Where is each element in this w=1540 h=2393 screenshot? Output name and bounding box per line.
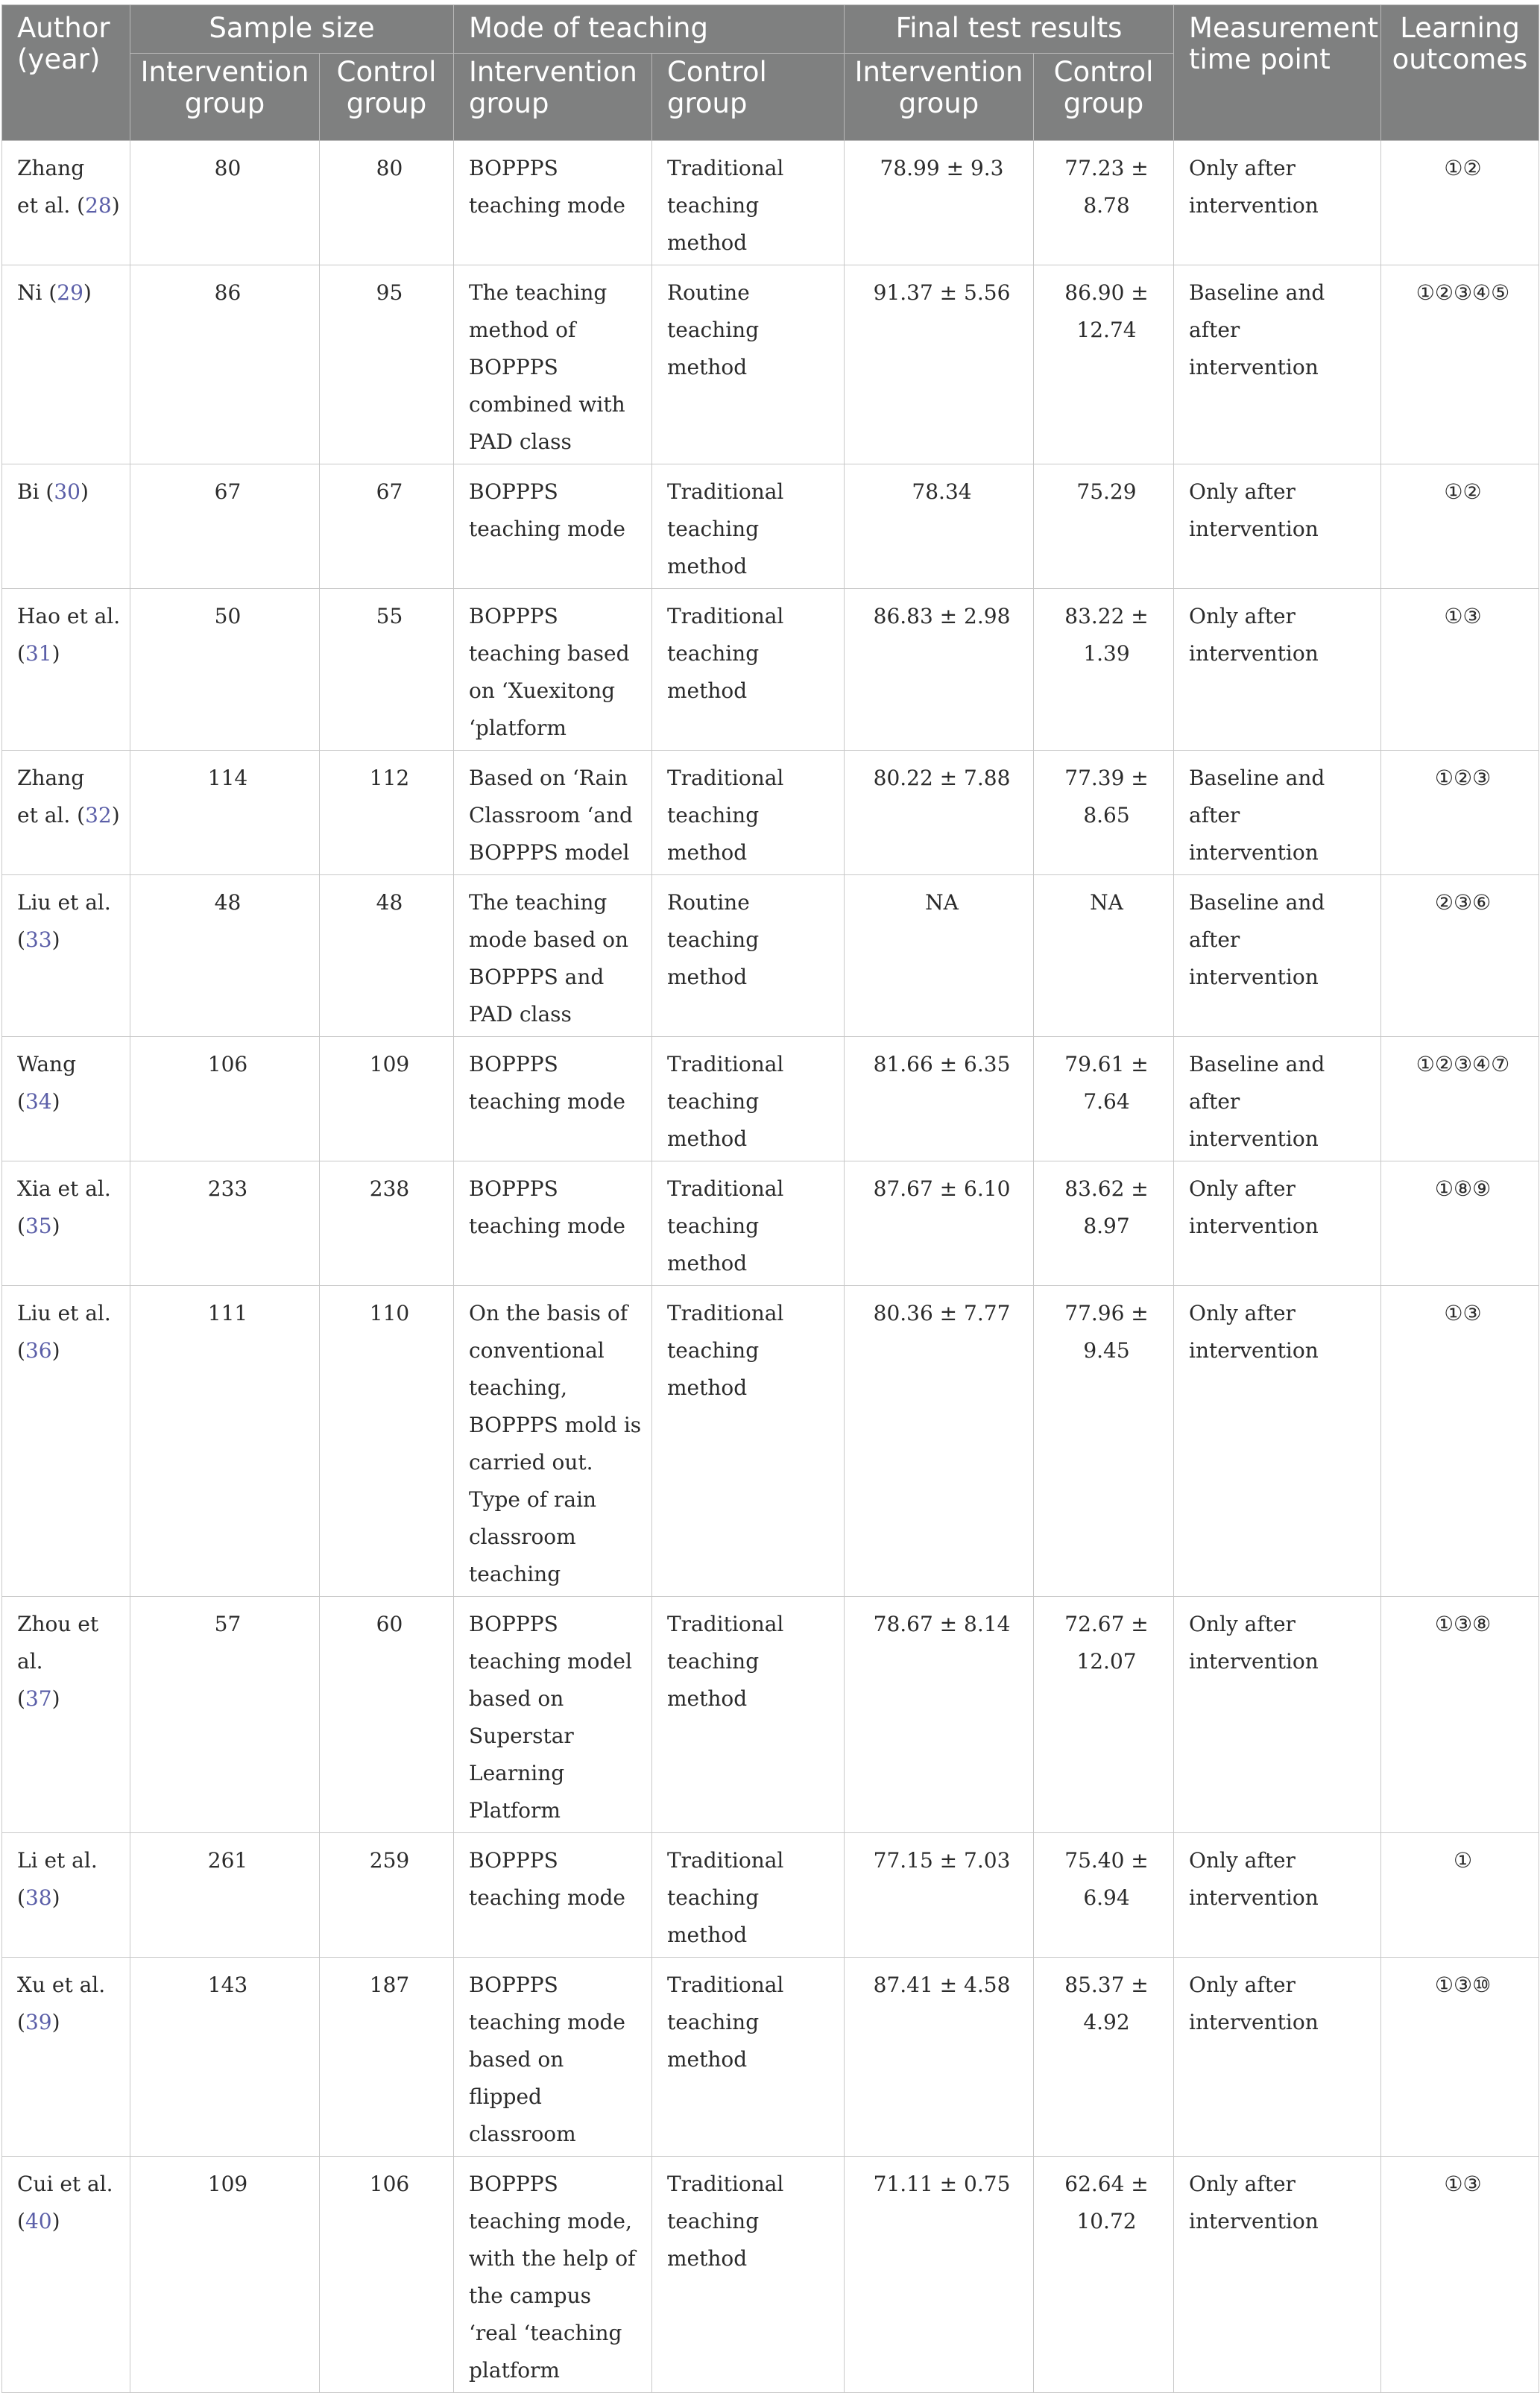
measurement-time-point: Baseline and after intervention [1174,751,1381,875]
author-name: Li et al. ( [17,1848,98,1910]
sample-control: 259 [320,1833,454,1958]
result-intervention: 80.36 ± 7.77 [845,1286,1034,1597]
result-control: 83.62 ± 8.97 [1034,1161,1174,1286]
mode-intervention: The teaching method of BOPPPS combined with PAD class [454,265,652,464]
result-control: 75.40 ± 6.94 [1034,1833,1174,1958]
mode-intervention: The teaching mode based on BOPPPS and PAD class [454,875,652,1037]
learning-outcomes: ②③⑥ [1381,875,1539,1037]
reference-link[interactable]: 31 [25,641,52,666]
sample-control: 238 [320,1161,454,1286]
result-intervention: 91.37 ± 5.56 [845,265,1034,464]
reference-link[interactable]: 39 [25,2010,52,2034]
learning-outcomes: ①②③④⑦ [1381,1037,1539,1161]
author-cell: Zhang et al. (28) [2,141,130,265]
reference-link[interactable]: 34 [25,1089,52,1114]
header-result-control: Control group [1034,54,1174,141]
table-row [2,141,1539,265]
header-author: Author (year) [2,5,130,141]
reference-link[interactable]: 37 [25,1686,52,1711]
learning-outcomes: ①③ [1381,1286,1539,1597]
sample-intervention: 86 [130,265,320,464]
author-cell: Xia et al. (35) [2,1161,130,1286]
result-control: 75.29 [1034,464,1174,589]
measurement-time-point: Only after intervention [1174,464,1381,589]
mode-control: Routine teaching method [652,265,845,464]
mode-intervention: BOPPPS teaching mode [454,141,652,265]
measurement-time-point: Baseline and after intervention [1174,875,1381,1037]
mode-control: Traditional teaching method [652,589,845,751]
sample-intervention: 106 [130,1037,320,1161]
table-row [2,751,1539,875]
sample-control: 106 [320,2157,454,2393]
result-control: 72.67 ± 12.07 [1034,1597,1174,1833]
learning-outcomes: ①② [1381,141,1539,265]
table-body [2,141,1539,2393]
sample-control: 60 [320,1597,454,1833]
result-intervention: 86.83 ± 2.98 [845,589,1034,751]
sample-control: 67 [320,464,454,589]
result-intervention: 80.22 ± 7.88 [845,751,1034,875]
header-sample-control: Control group [320,54,454,141]
result-control: 77.96 ± 9.45 [1034,1286,1174,1597]
sample-intervention: 111 [130,1286,320,1597]
mode-intervention: On the basis of conventional teaching, BOPPPS mold is carried out. Type of rain classroom teaching [454,1286,652,1597]
reference-link[interactable]: 30 [54,479,81,504]
measurement-time-point: Only after intervention [1174,1597,1381,1833]
result-control: 62.64 ± 10.72 [1034,2157,1174,2393]
table-row [2,1833,1539,1958]
result-control: NA [1034,875,1174,1037]
result-control: 79.61 ± 7.64 [1034,1037,1174,1161]
mode-intervention: BOPPPS teaching mode [454,1161,652,1286]
mode-control: Traditional teaching method [652,2157,845,2393]
author-name: Xia et al. ( [17,1176,111,1238]
author-cell: Hao et al. (31) [2,589,130,751]
mode-control: Traditional teaching method [652,1833,845,1958]
header-final-test-results: Final test results [845,5,1174,54]
table-header [2,5,1539,141]
table-row [2,875,1539,1037]
header-sample-size: Sample size [130,5,454,54]
learning-outcomes: ①③⑧ [1381,1597,1539,1833]
mode-control: Traditional teaching method [652,1597,845,1833]
mode-control: Traditional teaching method [652,751,845,875]
table-row [2,2157,1539,2393]
sample-intervention: 109 [130,2157,320,2393]
learning-outcomes: ①③ [1381,2157,1539,2393]
mode-intervention: Based on ‘Rain Classroom ‘and BOPPPS model [454,751,652,875]
sample-control: 112 [320,751,454,875]
result-intervention: 87.67 ± 6.10 [845,1161,1034,1286]
sample-control: 48 [320,875,454,1037]
result-control: 83.22 ± 1.39 [1034,589,1174,751]
author-name: Bi ( [17,479,54,504]
measurement-time-point: Only after intervention [1174,1161,1381,1286]
sample-intervention: 114 [130,751,320,875]
author-name: Zhou et al. ( [17,1612,99,1711]
table-row [2,464,1539,589]
mode-intervention: BOPPPS teaching mode [454,1037,652,1161]
mode-intervention: BOPPPS teaching mode [454,1833,652,1958]
table-row [2,1286,1539,1597]
header-result-intervention: Intervention group [845,54,1034,141]
sample-intervention: 143 [130,1958,320,2157]
measurement-time-point: Only after intervention [1174,1286,1381,1597]
header-mode-control: Control group [652,54,845,141]
reference-link[interactable]: 32 [85,803,112,827]
reference-link[interactable]: 38 [25,1885,52,1910]
sample-control: 110 [320,1286,454,1597]
result-intervention: 77.15 ± 7.03 [845,1833,1034,1958]
reference-link[interactable]: 36 [25,1338,52,1363]
author-name: Xu et al. ( [17,1973,106,2034]
table-row [2,1037,1539,1161]
result-control: 86.90 ± 12.74 [1034,265,1174,464]
author-name: Hao et al. ( [17,604,121,666]
author-cell: Zhang et al. (32) [2,751,130,875]
author-cell: Zhou et al. (37) [2,1597,130,1833]
mode-intervention: BOPPPS teaching based on ‘Xuexitong ‘platform [454,589,652,751]
mode-control: Traditional teaching method [652,1958,845,2157]
mode-control: Traditional teaching method [652,141,845,265]
mode-control: Traditional teaching method [652,1286,845,1597]
measurement-time-point: Only after intervention [1174,1958,1381,2157]
reference-link[interactable]: 28 [85,193,112,218]
learning-outcomes: ① [1381,1833,1539,1958]
author-name: Liu et al. ( [17,890,111,952]
author-cell: Liu et al. (33) [2,875,130,1037]
measurement-time-point: Baseline and after intervention [1174,1037,1381,1161]
sample-control: 109 [320,1037,454,1161]
header-sample-intervention: Intervention group [130,54,320,141]
mode-control: Routine teaching method [652,875,845,1037]
sample-control: 187 [320,1958,454,2157]
result-control: 85.37 ± 4.92 [1034,1958,1174,2157]
table-row [2,589,1539,751]
learning-outcomes: ①③⑩ [1381,1958,1539,2157]
mode-control: Traditional teaching method [652,1037,845,1161]
header-measurement-time-point: Measurement time point [1174,5,1381,141]
learning-outcomes: ①②③④⑤ [1381,265,1539,464]
measurement-time-point: Only after intervention [1174,589,1381,751]
measurement-time-point: Baseline and after intervention [1174,265,1381,464]
sample-intervention: 261 [130,1833,320,1958]
sample-intervention: 233 [130,1161,320,1286]
author-cell: Bi (30) [2,464,130,589]
result-intervention: 78.99 ± 9.3 [845,141,1034,265]
reference-link[interactable]: 35 [25,1214,52,1238]
author-name: Wang ( [17,1052,76,1114]
measurement-time-point: Only after intervention [1174,141,1381,265]
sample-control: 55 [320,589,454,751]
table-row [2,265,1539,464]
mode-intervention: BOPPPS teaching model based on Superstar Learning Platform [454,1597,652,1833]
studies-table [1,4,1539,2393]
learning-outcomes: ①③ [1381,589,1539,751]
author-name: Ni ( [17,280,57,305]
sample-intervention: 57 [130,1597,320,1833]
author-name: Cui et al. ( [17,2172,113,2233]
author-name: Zhang et al. ( [17,766,86,827]
result-intervention: 78.67 ± 8.14 [845,1597,1034,1833]
learning-outcomes: ①② [1381,464,1539,589]
author-cell: Wang (34) [2,1037,130,1161]
sample-intervention: 67 [130,464,320,589]
sample-intervention: 48 [130,875,320,1037]
author-cell: Liu et al. (36) [2,1286,130,1597]
result-intervention: NA [845,875,1034,1037]
author-cell: Ni (29) [2,265,130,464]
table-row [2,1161,1539,1286]
result-intervention: 81.66 ± 6.35 [845,1037,1034,1161]
reference-link[interactable]: 40 [25,2209,52,2233]
mode-intervention: BOPPPS teaching mode [454,464,652,589]
mode-control: Traditional teaching method [652,1161,845,1286]
reference-link[interactable]: 29 [57,280,83,305]
author-cell: Cui et al. (40) [2,2157,130,2393]
mode-intervention: BOPPPS teaching mode, with the help of the campus ‘real ‘teaching platform [454,2157,652,2393]
result-control: 77.23 ± 8.78 [1034,141,1174,265]
result-intervention: 78.34 [845,464,1034,589]
reference-link[interactable]: 33 [25,927,52,952]
sample-intervention: 50 [130,589,320,751]
result-intervention: 71.11 ± 0.75 [845,2157,1034,2393]
sample-intervention: 80 [130,141,320,265]
table-row [2,1597,1539,1833]
mode-control: Traditional teaching method [652,464,845,589]
measurement-time-point: Only after intervention [1174,2157,1381,2393]
sample-control: 80 [320,141,454,265]
table-row [2,1958,1539,2157]
learning-outcomes: ①②③ [1381,751,1539,875]
header-mode-of-teaching: Mode of teaching [454,5,845,54]
header-learning-outcomes: Learning outcomes [1381,5,1539,141]
measurement-time-point: Only after intervention [1174,1833,1381,1958]
result-control: 77.39 ± 8.65 [1034,751,1174,875]
header-mode-intervention: Intervention group [454,54,652,141]
result-intervention: 87.41 ± 4.58 [845,1958,1034,2157]
author-name: Liu et al. ( [17,1301,111,1363]
author-name: Zhang et al. ( [17,156,86,218]
author-cell: Xu et al. (39) [2,1958,130,2157]
sample-control: 95 [320,265,454,464]
learning-outcomes: ①⑧⑨ [1381,1161,1539,1286]
author-cell: Li et al. (38) [2,1833,130,1958]
mode-intervention: BOPPPS teaching mode based on flipped classroom [454,1958,652,2157]
